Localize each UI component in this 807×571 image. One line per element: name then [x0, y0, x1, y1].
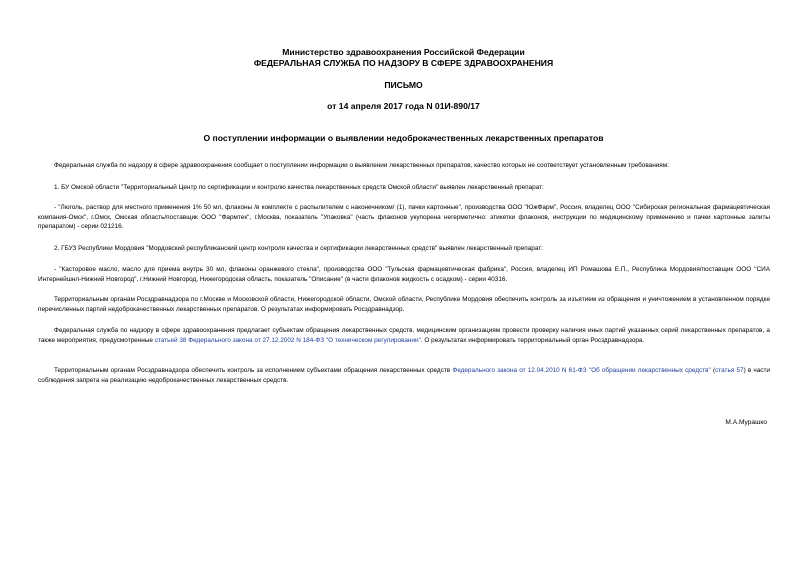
article-38-law-link[interactable]: статьей 38 Федерального закона от 27.12.2002 N 184-ФЗ "О техническом регулировании": [154, 336, 421, 344]
document-type: ПИСЬМО: [384, 80, 423, 90]
service-heading: ФЕДЕРАЛЬНАЯ СЛУЖБА ПО НАДЗОРУ В СФЕРЕ ЗДРАВООХРАНЕНИЯ: [253, 58, 554, 68]
item-2-paragraph: 2. ГБУЗ Республики Мордовия "Мордовский республиканский центр контроля качества и сертификации лекарственных средств" выявлен лекарственный препарат:: [54, 245, 543, 252]
item-1-detail-paragraph: - "Люголь, раствор для местного применения 1% 50 мл, флаконы /в комплекте с распылителем с наконечником/ (1), пачки картонные", производства ООО "ЮжФарм", Россия, владелец ООО "Сибирская региональная фармацевтическая компания-Омск", г.Омск, Омская область/поставщик ООО "Фармтек", г.Москва, показатель "Упаковка" (часть флаконов укупорена негерметично: этикетки флаконов, инструкции по медицинскому применению и пачки картонные залиты препаратом) - серии 021216.: [38, 204, 770, 231]
article-57-link[interactable]: статья 57: [715, 367, 744, 374]
ministry-heading: Министерство здравоохранения Российской Федерации: [282, 47, 525, 57]
proposal-paragraph: [38, 326, 770, 345]
item-2-detail-paragraph: - "Касторовое масло, масло для приема внутрь 30 мл, флаконы оранжевого стекла", производства ООО "Тульская фармацевтическая фабрика", Россия, владелец ИП Ромашова Е.П., Республика Мордовия/поставщик ООО "СИА Интернейшнл-Нижний Новгород", г.Нижний Новгород, Нижегородская область, показатель "Описание" (в части флаконов жидкость с осадком) - серии 40316.: [38, 266, 770, 283]
proposal-text-end: . О результатах информировать территориальный орган Росздравнадзора.: [420, 336, 645, 344]
signature: М.А.Мурашко: [725, 419, 767, 426]
document-title: О поступлении информации о выявлении недоброкачественных лекарственных препаратов: [203, 133, 604, 143]
item-1-paragraph: 1. БУ Омской области "Территориальный Центр по сертификации и контролю качества лекарственных средств Омской области" выявлен лекарственный препарат:: [54, 184, 544, 191]
control-text-end: ) в части соблюдения запрета на реализацию недоброкачественных лекарственных средств.: [38, 367, 770, 384]
control-text-paren: (: [710, 367, 716, 374]
federal-law-61-link[interactable]: Федерального закона от 12.04.2010 N 61-ФЗ "Об обращении лекарственных средств": [452, 367, 711, 374]
intro-paragraph: Федеральная служба по надзору в сфере здравоохранения сообщает о поступлении информации о выявлении лекарственных препаратов, качество которых не соответствует установленным требованиям:: [54, 162, 669, 169]
control-text-start: Территориальным органам Росздравнадзора обеспечить контроль за исполнением субъектами обращения лекарственных средств: [54, 367, 453, 374]
territorial-paragraph: Территориальным органам Росздравнадзора по г.Москве и Московской области, Нижегородской области, Омской области, Республике Мордовия обеспечить контроль за изъятием из обращения и уничтожением в установленном порядке перечисленных партий недоброкачественных лекарственных препаратов. О результатах информировать Росздравнадзор.: [38, 296, 770, 313]
document-date-number: от 14 апреля 2017 года N 01И-890/17: [327, 101, 480, 111]
proposal-text-start: Федеральная служба по надзору в сфере здравоохранения предлагает субъектам обращения лекарственных средств, медицинским организациям провести проверку наличия иных партий указанных серий лекарственных препаратов, а также мероприятия, предусмотренные: [38, 327, 770, 344]
control-paragraph: [38, 366, 770, 385]
